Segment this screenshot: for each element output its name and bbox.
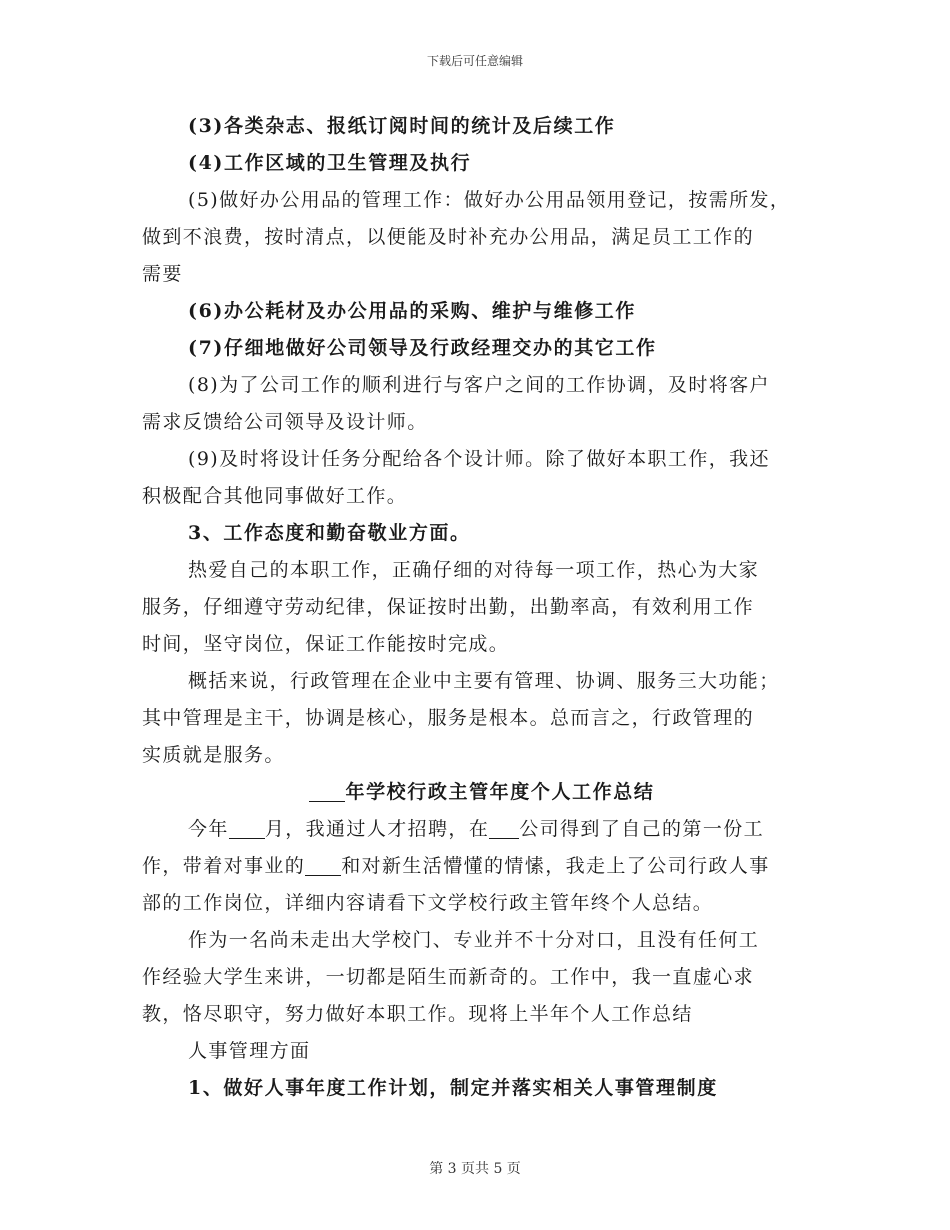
list-item-9-line-2: 积极配合其他同事做好工作。 — [142, 485, 408, 507]
title-text: 年学校行政主管年度个人工作总结 — [345, 781, 655, 803]
list-item-5-line-1: (5)做好办公用品的管理工作：做好办公用品领用登记，按需所发， — [188, 189, 791, 211]
section-heading-hr: 人事管理方面 — [188, 1040, 311, 1062]
list-item-7: (7)仔细地做好公司领导及行政经理交办的其它工作 — [188, 337, 657, 359]
paragraph-attitude-line-2: 服务，仔细遵守劳动纪律，保证按时出勤，出勤率高，有效利用工作 — [142, 596, 755, 618]
intro-text-4: 作，带着对事业的 — [142, 855, 306, 877]
list-item-6: (6)办公耗材及办公用品的采购、维护与维修工作 — [188, 300, 637, 322]
company-blank — [489, 816, 519, 839]
month-blank — [229, 816, 265, 839]
paragraph-new-grad-line-2: 作经验大学生来讲，一切都是陌生而新奇的。工作中，我一直虚心求 — [142, 966, 755, 988]
paragraph-intro-line-3: 部的工作岗位，详细内容请看下文学校行政主管年终个人总结。 — [142, 892, 714, 914]
list-item-5-line-2: 做到不浪费，按时清点，以便能及时补充办公用品，满足员工工作的 — [142, 226, 755, 248]
paragraph-summary-line-1: 概括来说，行政管理在企业中主要有管理、协调、服务三大功能； — [188, 670, 780, 692]
document-body — [142, 108, 822, 1107]
list-item-9-line-1: (9)及时将设计任务分配给各个设计师。除了做好本职工作，我还 — [188, 448, 770, 470]
paragraph-intro-line-1 — [142, 811, 822, 848]
page-footer: 第 3 页共 5 页 — [429, 1161, 521, 1177]
section-heading-attitude: 3、工作态度和勤奋敬业方面。 — [188, 522, 471, 544]
paragraph-attitude-line-3: 时间，坚守岗位，保证工作能按时完成。 — [142, 633, 510, 655]
paragraph-new-grad-line-1: 作为一名尚未走出大学校门、专业并不十分对口，且没有任何工 — [188, 929, 760, 951]
paragraph-new-grad-line-3: 教，恪尽职守，努力做好本职工作。现将上半年个人工作总结 — [142, 1003, 693, 1025]
list-item-8-line-1: (8)为了公司工作的顺利进行与客户之间的工作协调，及时将客户 — [188, 374, 770, 396]
paragraph-intro-line-2 — [142, 848, 822, 885]
list-item-4: (4)工作区域的卫生管理及执行 — [188, 152, 472, 174]
career-blank — [305, 853, 341, 876]
intro-text-2: 月，我通过人才招聘，在 — [264, 818, 490, 840]
paragraph-attitude-line-1: 热爱自己的本职工作，正确仔细的对待每一项工作，热心为大家 — [188, 559, 760, 581]
list-item-8-line-2: 需求反馈给公司领导及设计师。 — [142, 411, 428, 433]
paragraph-summary-line-2: 其中管理是主干，协调是核心，服务是根本。总而言之，行政管理的 — [142, 707, 755, 729]
list-item-5-line-3: 需要 — [142, 263, 183, 285]
page-header: 下载后可任意编辑 — [426, 54, 523, 68]
intro-text-5: 和对新生活懵懂的情愫，我走上了公司行政人事 — [341, 855, 770, 877]
paragraph-summary-line-3: 实质就是服务。 — [142, 744, 285, 766]
list-item-3: (3)各类杂志、报纸订阅时间的统计及后续工作 — [188, 115, 616, 137]
intro-text-3: 公司得到了自己的第一份工 — [519, 818, 765, 840]
document-title — [142, 774, 822, 811]
intro-text-1: 今年 — [188, 818, 229, 840]
hr-item-1: 1、做好人事年度工作计划，制定并落实相关人事管理制度 — [188, 1077, 718, 1099]
title-blank — [309, 779, 345, 802]
